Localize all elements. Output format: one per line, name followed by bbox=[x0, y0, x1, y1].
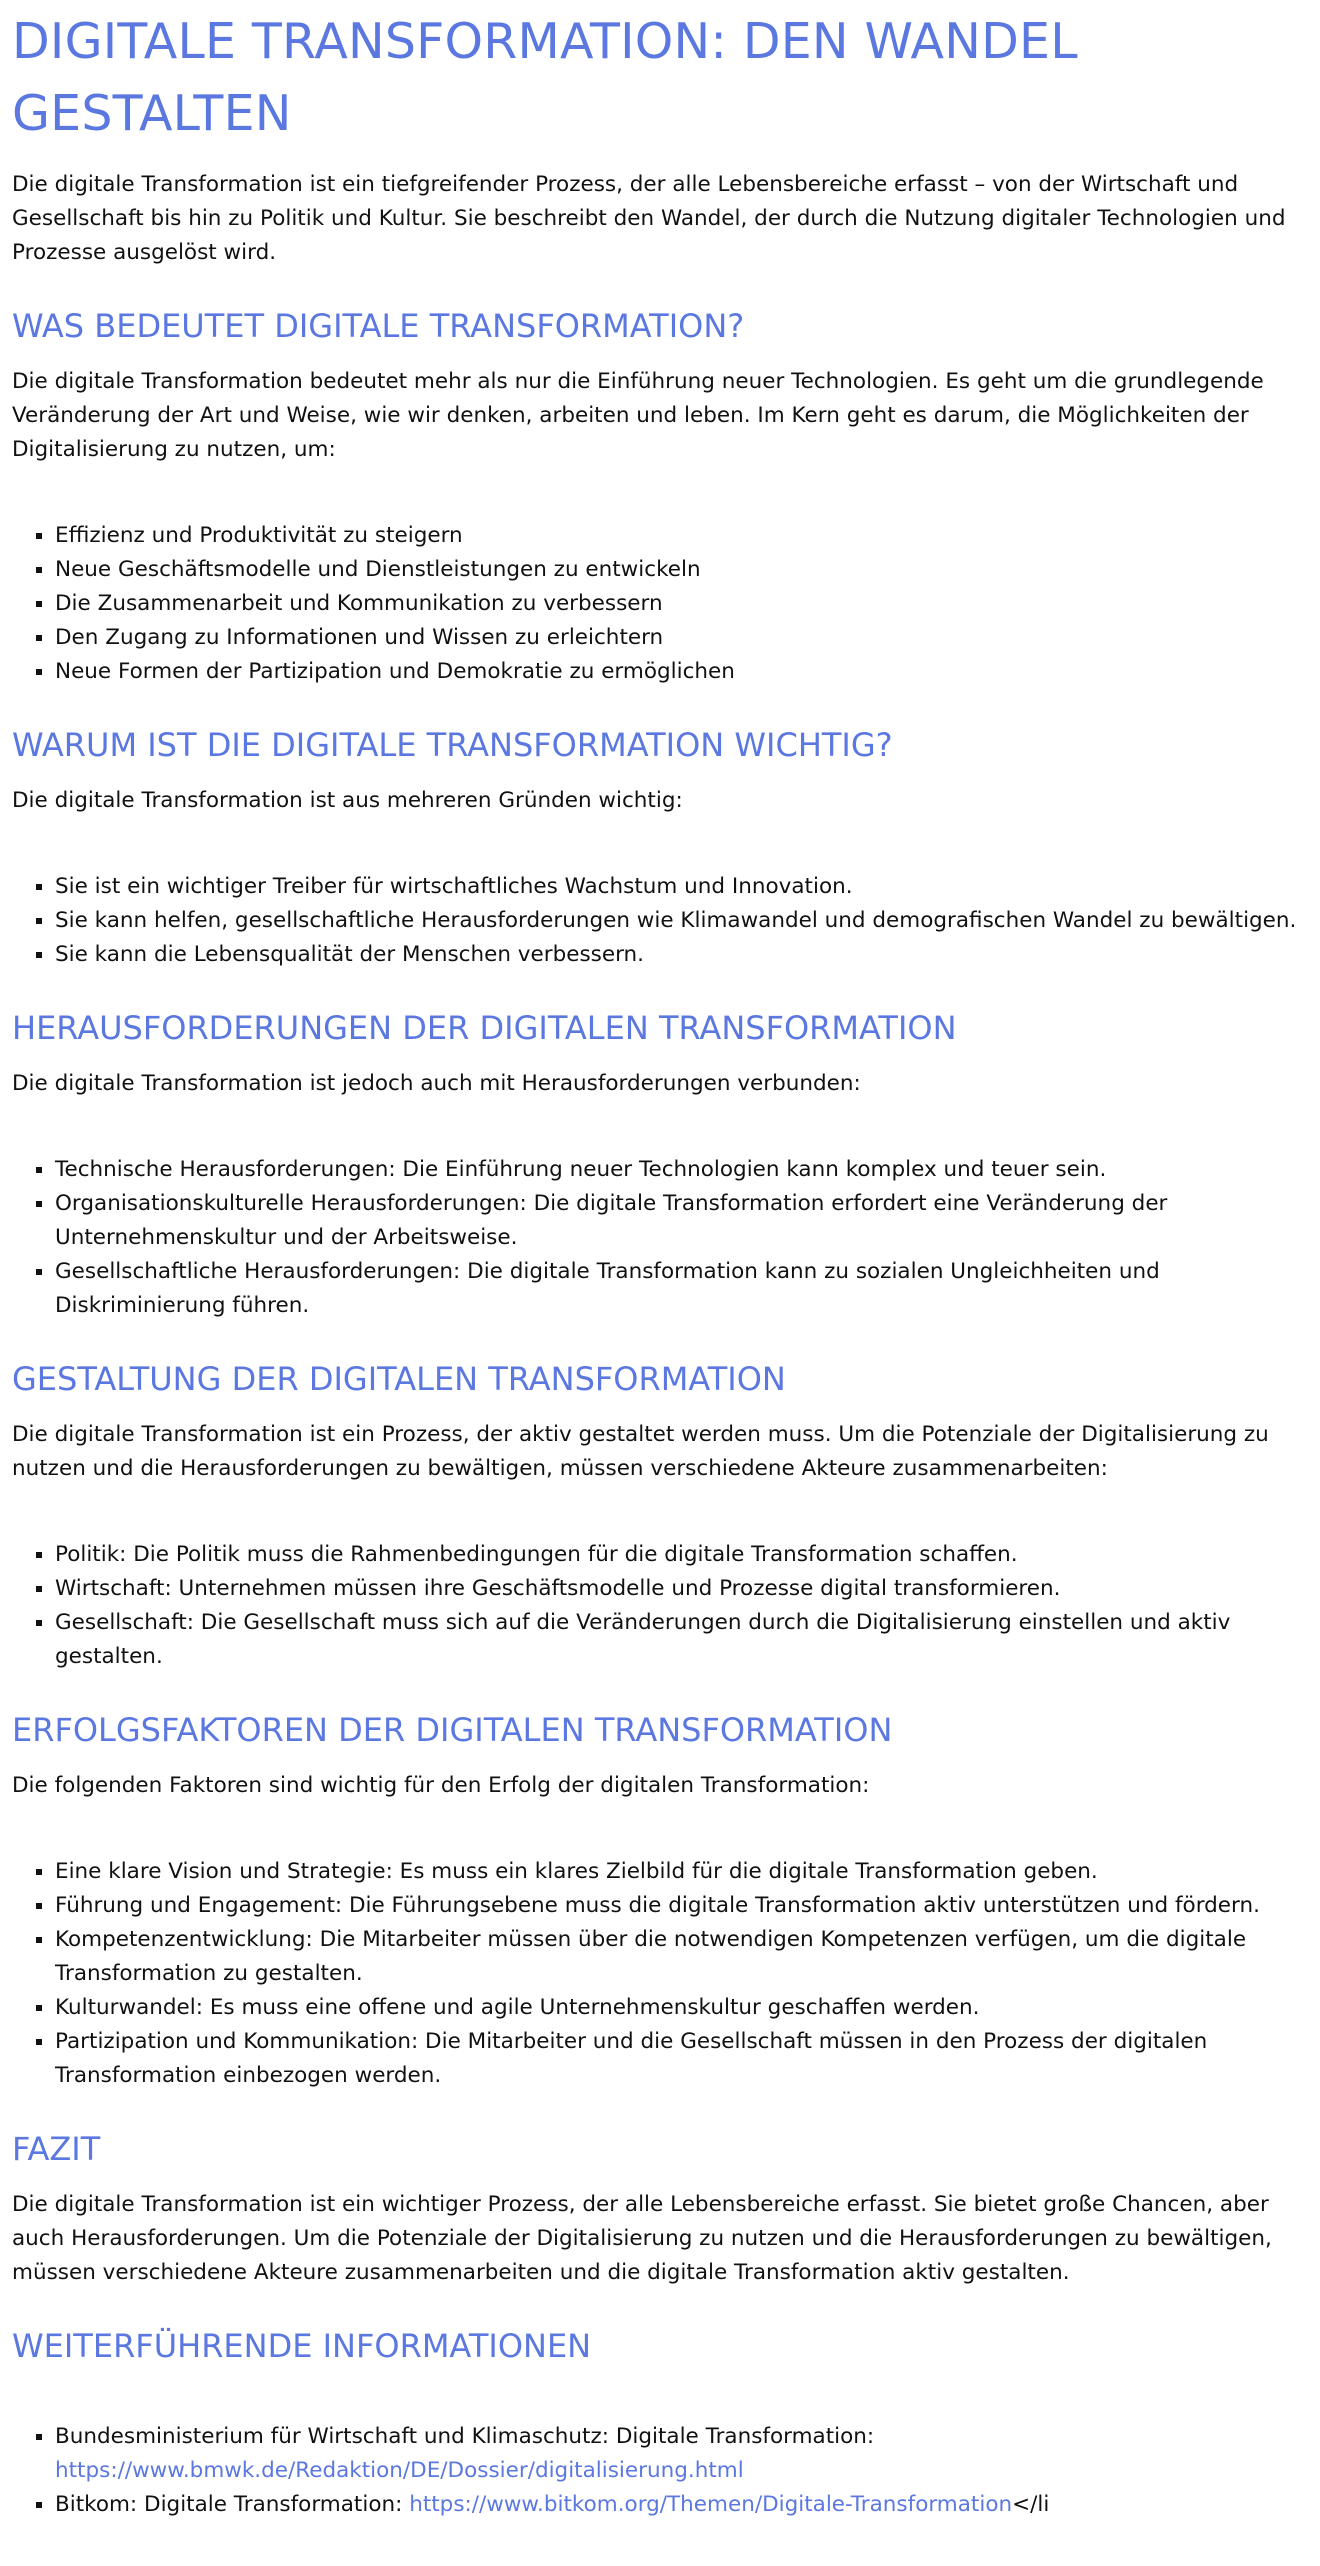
section-heading: HERAUSFORDERUNGEN DER DIGITALEN TRANSFORMATION bbox=[12, 1009, 957, 1047]
section-paragraph: Die digitale Transformation bedeutet mehr als nur die Einführung neuer Technologien. Es geht um die grundlegende Veränderung der Art und Weise, wie wir denken, arbeiten und leben. Im Kern geht es darum, die Möglichkeiten der Digitalisierung zu nutzen, um: bbox=[12, 369, 1264, 462]
external-link[interactable]: https://www.bmwk.de/Redaktion/DE/Dossier/digitalisierung.html bbox=[55, 2458, 744, 2483]
list-item: ▪ Eine klare Vision und Strategie: Es muss ein klares Zielbild für die digitale Transformation geben. bbox=[55, 1855, 1308, 1889]
list-item: ▪ Gesellschaft: Die Gesellschaft muss sich auf die Veränderungen durch die Digitalisierung einstellen und aktiv gestalten. bbox=[55, 1606, 1308, 1674]
intro-paragraph: Die digitale Transformation ist ein tiefgreifender Prozess, der alle Lebensbereiche erfasst – von der Wirtschaft und Gesellschaft bis hin zu Politik und Kultur. Sie beschreibt den Wandel, der durch die Nutzung digitaler Technologien und Prozesse ausgelöst wird. bbox=[12, 172, 1286, 265]
list-item: ▪ Sie kann helfen, gesellschaftliche Herausforderungen wie Klimawandel und demografischen Wandel zu bewältigen. bbox=[55, 904, 1308, 938]
list-item: ▪ Effizienz und Produktivität zu steigern bbox=[55, 519, 1308, 553]
list-item: ▪ Die Zusammenarbeit und Kommunikation zu verbessern bbox=[55, 587, 1308, 621]
list-item: ▪ Sie kann die Lebensqualität der Menschen verbessern. bbox=[55, 938, 1308, 972]
list-item: ▪ Den Zugang zu Informationen und Wissen zu erleichtern bbox=[55, 621, 1308, 655]
list-item: ▪ Technische Herausforderungen: Die Einführung neuer Technologien kann komplex und teuer sein. bbox=[55, 1153, 1308, 1187]
list-item: ▪ Kulturwandel: Es muss eine offene und agile Unternehmenskultur geschaffen werden. bbox=[55, 1991, 1308, 2025]
section-paragraph: Die digitale Transformation ist ein wichtiger Prozess, der alle Lebensbereiche erfasst. Sie bietet große Chancen, aber auch Herausforderungen. Um die Potenziale der Digitalisierung zu nutzen und die Herausforderungen zu bewältigen, müssen verschiedene Akteure zusammenarbeiten und die digitale Transformation aktiv gestalten. bbox=[12, 2192, 1272, 2285]
list-item: ▪ Kompetenzentwicklung: Die Mitarbeiter müssen über die notwendigen Kompetenzen verfügen, um die digitale Transformation zu gestalten. bbox=[55, 1923, 1308, 1991]
section-paragraph: Die digitale Transformation ist aus mehreren Gründen wichtig: bbox=[12, 788, 683, 813]
link-label: Bundesministerium für Wirtschaft und Klimaschutz: Digitale Transformation: bbox=[55, 2424, 875, 2449]
list-item bbox=[55, 2420, 1308, 2488]
section-heading: ERFOLGSFAKTOREN DER DIGITALEN TRANSFORMATION bbox=[12, 1711, 893, 1749]
section-heading: WARUM IST DIE DIGITALE TRANSFORMATION WICHTIG? bbox=[12, 726, 893, 764]
list-item: ▪ Neue Geschäftsmodelle und Dienstleistungen zu entwickeln bbox=[55, 553, 1308, 587]
bullet-list bbox=[12, 1855, 1308, 2093]
article bbox=[0, 6, 1320, 2522]
list-item: ▪ Organisationskulturelle Herausforderungen: Die digitale Transformation erfordert eine Veränderung der Unternehmenskultur und der Arbeitsweise. bbox=[55, 1187, 1308, 1255]
external-link[interactable]: https://www.bitkom.org/Themen/Digitale-Transformation bbox=[409, 2492, 1013, 2517]
bullet-list bbox=[12, 870, 1308, 972]
list-item: ▪ Wirtschaft: Unternehmen müssen ihre Geschäftsmodelle und Prozesse digital transformieren. bbox=[55, 1572, 1308, 1606]
link-label: Bitkom: Digitale Transformation: bbox=[55, 2492, 410, 2517]
section-paragraph: Die digitale Transformation ist ein Prozess, der aktiv gestaltet werden muss. Um die Potenziale der Digitalisierung zu nutzen und die Herausforderungen zu bewältigen, müssen verschiedene Akteure zusammenarbeiten: bbox=[12, 1422, 1269, 1481]
list-item: ▪ Führung und Engagement: Die Führungsebene muss die digitale Transformation aktiv unterstützen und fördern. bbox=[55, 1889, 1308, 1923]
section-heading: GESTALTUNG DER DIGITALEN TRANSFORMATION bbox=[12, 1360, 786, 1398]
link-tail: </li bbox=[1012, 2492, 1050, 2517]
section-heading: FAZIT bbox=[12, 2130, 101, 2168]
list-item: ▪ Politik: Die Politik muss die Rahmenbedingungen für die digitale Transformation schaffen. bbox=[55, 1538, 1308, 1572]
list-item: ▪ Partizipation und Kommunikation: Die Mitarbeiter und die Gesellschaft müssen in den Prozess der digitalen Transformation einbezogen werden. bbox=[55, 2025, 1308, 2093]
link-list bbox=[12, 2420, 1308, 2522]
list-item: ▪ Neue Formen der Partizipation und Demokratie zu ermöglichen bbox=[55, 655, 1308, 689]
bullet-list bbox=[12, 519, 1308, 689]
section-paragraph: Die folgenden Faktoren sind wichtig für den Erfolg der digitalen Transformation: bbox=[12, 1773, 870, 1798]
list-item: ▪ Gesellschaftliche Herausforderungen: Die digitale Transformation kann zu sozialen Ungleichheiten und Diskriminierung führen. bbox=[55, 1255, 1308, 1323]
list-item bbox=[55, 2488, 1308, 2522]
list-item: ▪ Sie ist ein wichtiger Treiber für wirtschaftliches Wachstum und Innovation. bbox=[55, 870, 1308, 904]
section-heading: WAS BEDEUTET DIGITALE TRANSFORMATION? bbox=[12, 307, 745, 345]
bullet-list bbox=[12, 1153, 1308, 1323]
section-heading: WEITERFÜHRENDE INFORMATIONEN bbox=[12, 2327, 592, 2365]
bullet-list bbox=[12, 1538, 1308, 1674]
page-title: DIGITALE TRANSFORMATION: DEN WANDEL GESTALTEN bbox=[12, 13, 1078, 142]
section-paragraph: Die digitale Transformation ist jedoch auch mit Herausforderungen verbunden: bbox=[12, 1071, 861, 1096]
